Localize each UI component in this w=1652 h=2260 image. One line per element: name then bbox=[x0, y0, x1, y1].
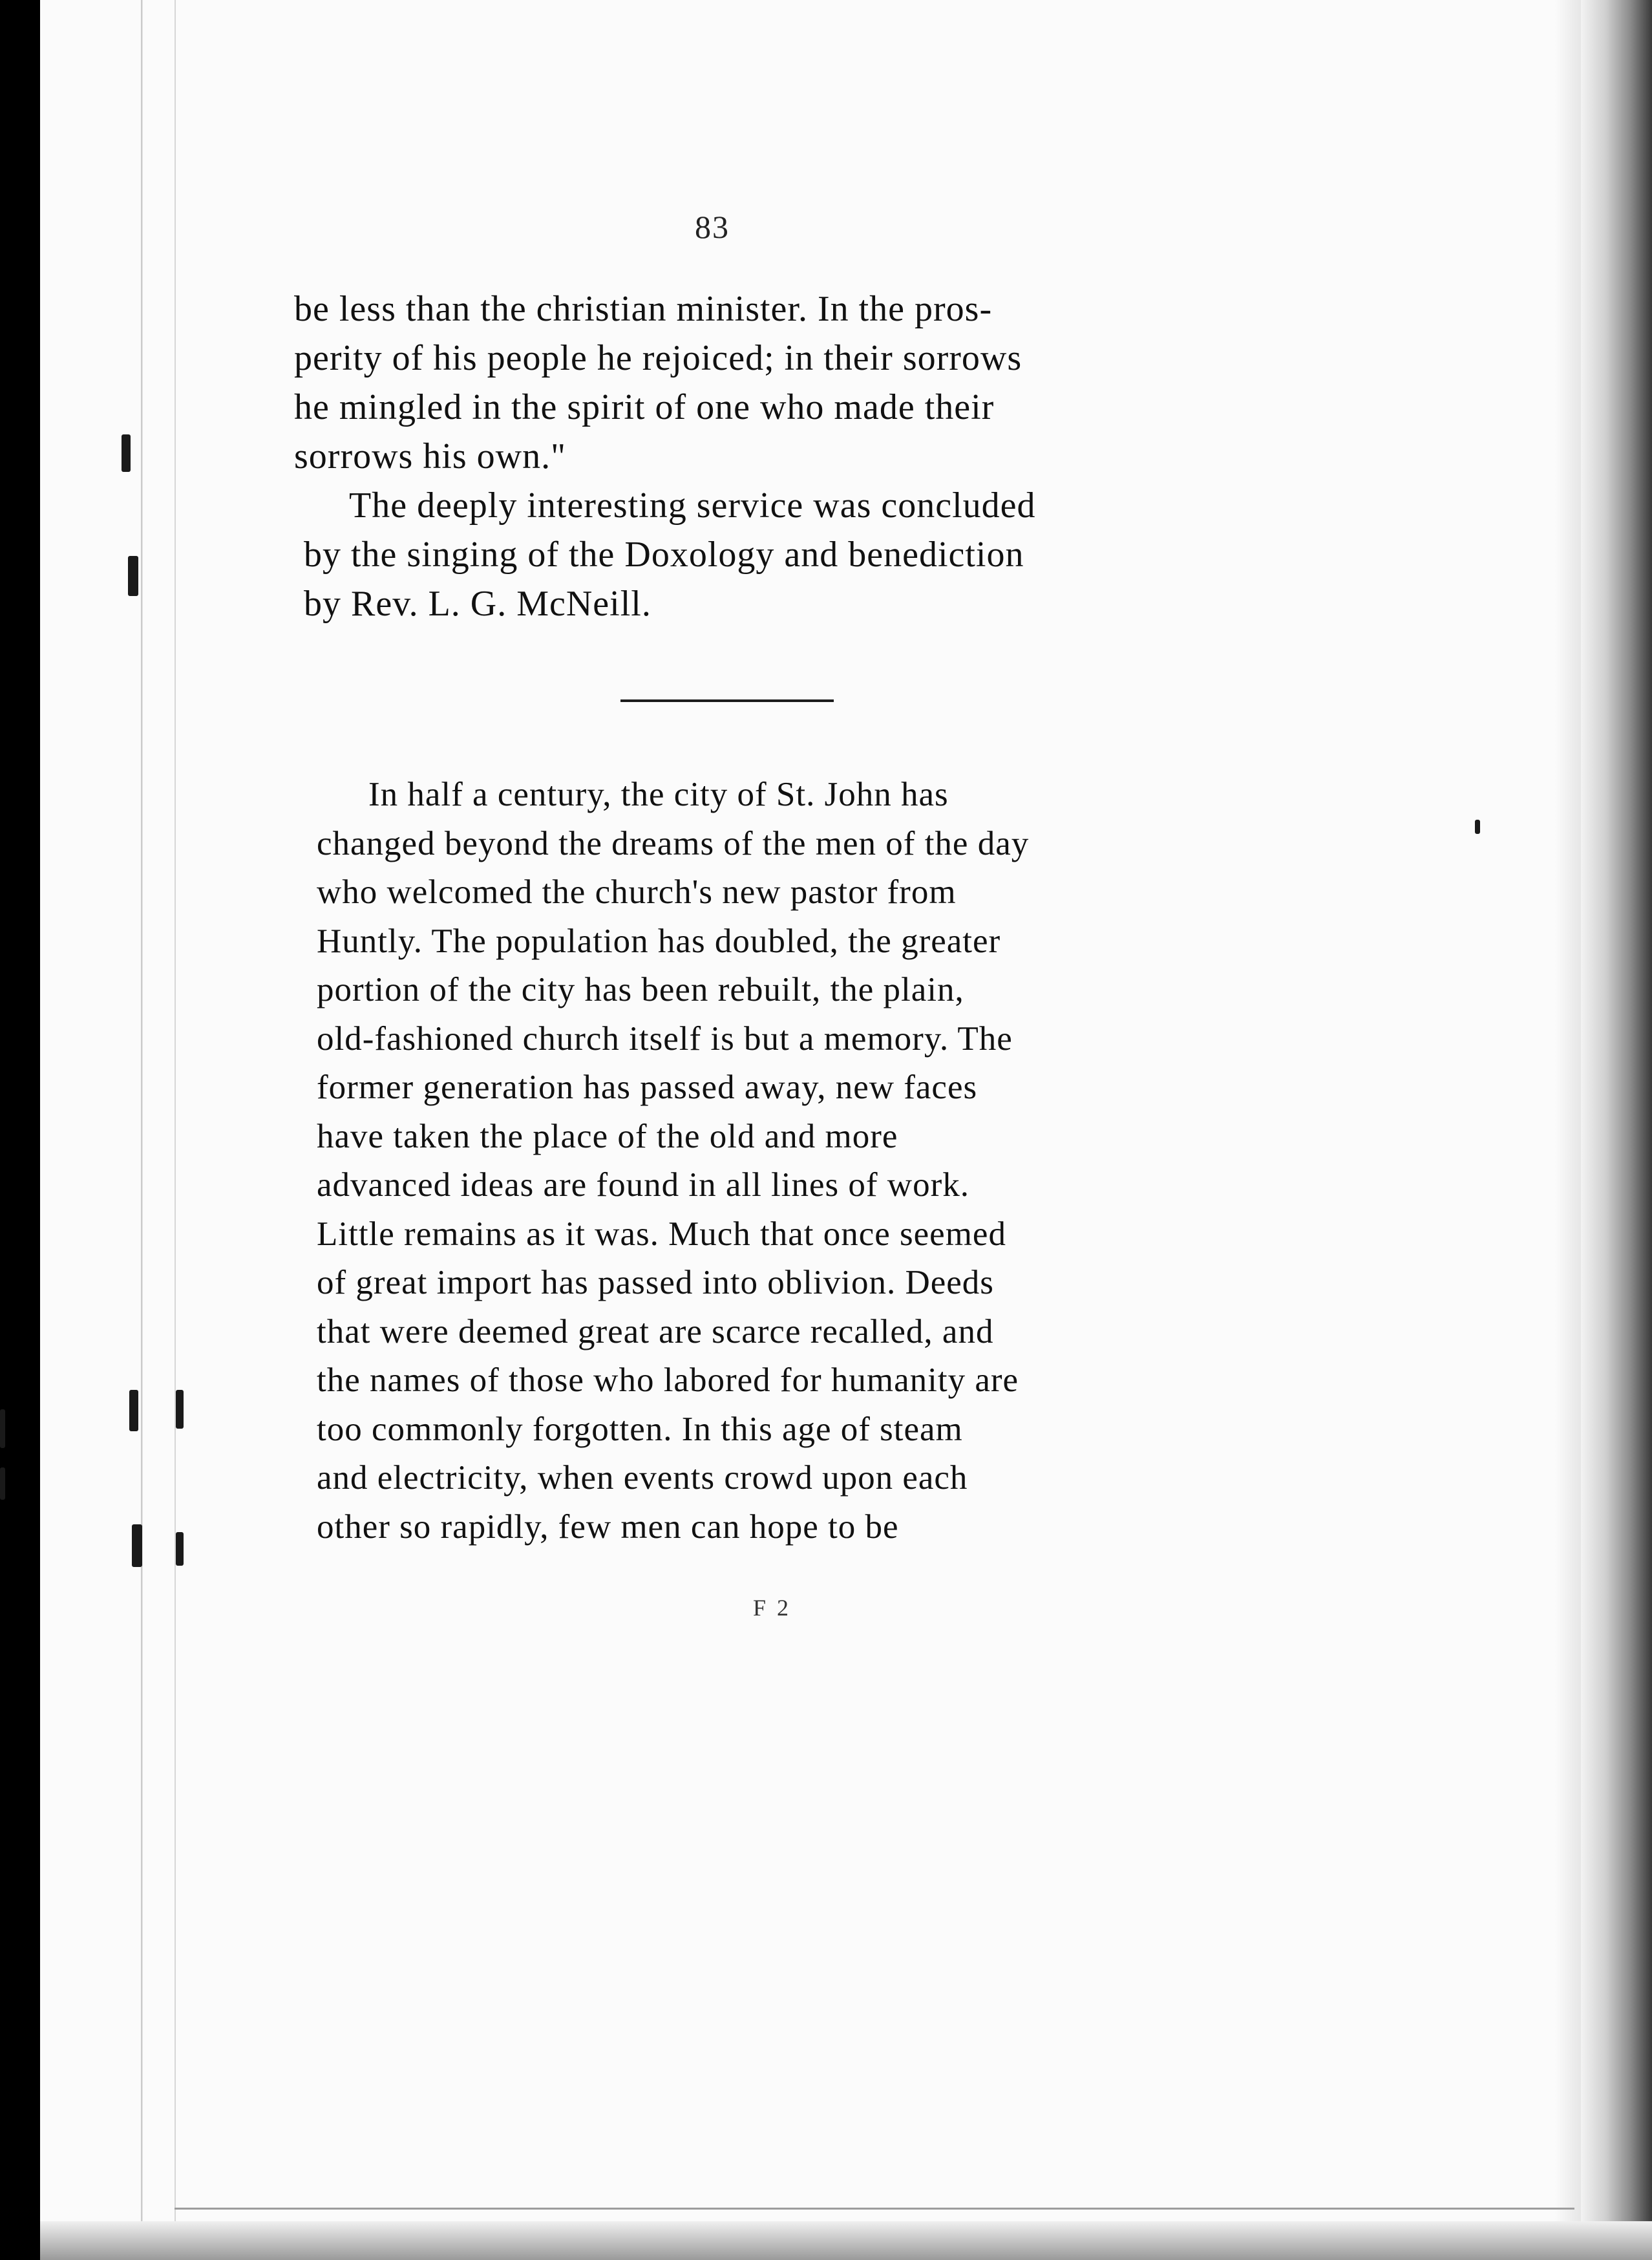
binding-mark bbox=[128, 556, 138, 596]
text-line: have taken the place of the old and more bbox=[317, 1117, 898, 1155]
binding-mark bbox=[122, 434, 131, 472]
text-line: other so rapidly, few men can hope to be bbox=[317, 1508, 899, 1546]
margin-speck bbox=[1475, 820, 1480, 834]
page-bottom-line bbox=[175, 2208, 1574, 2210]
page-right-edge bbox=[1581, 0, 1652, 2260]
text-line: changed beyond the dreams of the men of the day bbox=[317, 824, 1030, 862]
text-line: Huntly. The population has doubled, the greater bbox=[317, 922, 1001, 960]
text-line: The deeply interesting service was concluded bbox=[349, 485, 1036, 526]
signature-mark: F 2 bbox=[753, 1595, 792, 1621]
text-line: perity of his people he rejoiced; in their sorrows bbox=[294, 338, 1022, 378]
text-line: too commonly forgotten. In this age of steam bbox=[317, 1410, 963, 1448]
text-line: old-fashioned church itself is but a memory. The bbox=[317, 1019, 1013, 1058]
text-line: of great import has passed into oblivion. Deeds bbox=[317, 1264, 994, 1301]
page-curl-shadow bbox=[1555, 0, 1581, 2260]
paragraph-reflection bbox=[317, 771, 1029, 1551]
text-line: by Rev. L. G. McNeill. bbox=[304, 584, 651, 624]
text-line: In half a century, the city of St. John has bbox=[368, 776, 949, 813]
text-line: that were deemed great are scarce recalled, and bbox=[317, 1312, 994, 1350]
binding-mark bbox=[176, 1532, 184, 1566]
text-line: and electricity, when events crowd upon each bbox=[317, 1459, 968, 1497]
text-line: Little remains as it was. Much that once seemed bbox=[317, 1215, 1006, 1253]
text-line: he mingled in the spirit of one who made their bbox=[294, 387, 995, 427]
margin-speck bbox=[0, 1467, 5, 1500]
paragraph-closing bbox=[304, 481, 1036, 628]
binding-edge bbox=[141, 0, 143, 2260]
text-line: former generation has passed away, new faces bbox=[317, 1069, 978, 1106]
text-line: portion of the city has been rebuilt, the plain, bbox=[317, 971, 964, 1008]
page-fold-line bbox=[175, 0, 176, 2260]
text-line: sorrows his own." bbox=[294, 436, 566, 476]
text-line: who welcomed the church's new pastor from bbox=[317, 873, 957, 911]
binding-mark bbox=[129, 1390, 138, 1431]
text-line: advanced ideas are found in all lines of work. bbox=[317, 1166, 969, 1204]
margin-speck bbox=[0, 1409, 5, 1448]
binding-mark bbox=[132, 1524, 142, 1567]
paragraph-continuation bbox=[294, 284, 1022, 481]
page-number: 83 bbox=[695, 209, 730, 245]
text-line: by the singing of the Doxology and benediction bbox=[304, 535, 1024, 575]
text-line: the names of those who labored for humanity are bbox=[317, 1361, 1019, 1399]
page-bottom-edge bbox=[40, 2221, 1652, 2260]
text-line: be less than the christian minister. In the pros- bbox=[294, 289, 993, 329]
section-divider bbox=[620, 699, 834, 702]
binding-mark bbox=[176, 1390, 184, 1429]
